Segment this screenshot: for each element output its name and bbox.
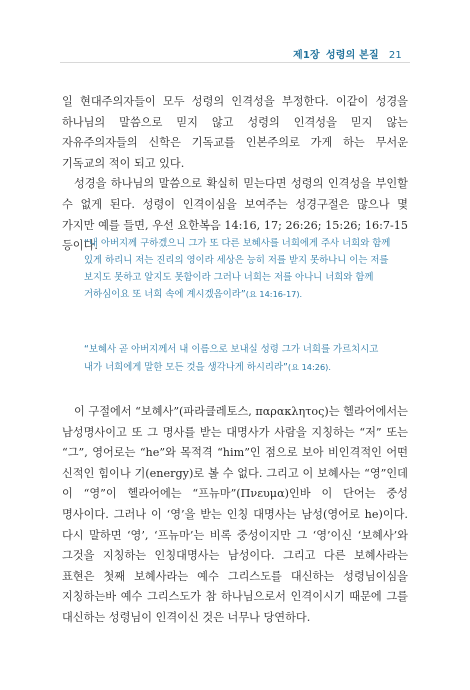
quote-1-text: “내 아버지께 구하겠으니 그가 또 다른 보혜사를 너희에게 주사 너희와 함께 있게 하리니 저는 진리의 영이라 세상은 능히 저를 받지 못하나니 이는 저를 보지도 못하고 알지도 못함이라 그러나 너희는 저를 아나니 너희와 함께 거하심이요 또 너희 속에 계시겠음이라” <box>84 238 391 301</box>
page-number: 21 <box>388 50 402 61</box>
body-text-bottom <box>62 402 408 629</box>
chapter-label: 제1장 <box>293 50 320 61</box>
paragraph-continuation: 일 현대주의자들이 모두 성령의 인격성을 부정한다. 이같이 성경을 하나님의 말씀으로 믿지 않고 성령의 인격성을 믿지 않는 자유주의자들의 신학은 기독교를 인본주의로 가게 하는 무서운 기독교의 적이 되고 있다. <box>62 95 408 170</box>
quote-2-reference: (요 14:26). <box>287 361 331 372</box>
scripture-quote-2 <box>84 342 398 377</box>
body-text-top <box>62 92 408 257</box>
scripture-quote-1 <box>84 236 398 304</box>
paragraph-scripture-intro: 성경을 하나님의 말씀으로 확실히 믿는다면 성령의 인격성을 부인할 수 없게 된다. 성령이 인격이심을 보여주는 성경구절은 많으나 몇 가지만 예를 들면, 우선 요한복음 14:16, 17; 26:26; 15:26; 16:7-15 등이다. <box>62 177 408 253</box>
quote-1-reference: (요 14:16-17). <box>245 289 303 300</box>
running-head <box>293 46 402 61</box>
header-divider <box>60 62 410 63</box>
chapter-title: 성령의 본질 <box>325 50 379 61</box>
paragraph-parakletos: 이 구절에서 “보혜사”(파라클레토스, παρακλητος)는 헬라어에서는 남성명사이고 또 그 명사를 받는 대명사가 사람을 지칭하는 “저” 또는 “그”, 영어로는 “he”와 목적격 “him”인 점으로 보아 비인격적인 어떤 신적인 힘이나 기(energy)로 볼 수 없다. 그리고 이 보혜사는 “영”인데 이 “영”이 헬라어에는 “프뉴마”(Πνευμα)인바 이 단어는 중성 명사이다. 그러나 이 ‘영’을 받는 인칭 대명사는 남성(영어로 he)이다. 다시 말하면 ‘영’, ‘프뉴마’는 비록 중성이지만 그 ‘영’이신 ‘보혜사’와 그것을 지칭하는 인칭대명사는 남성이다. 그리고 다른 보혜사라는 표현은 첫째 보혜사라는 예수 그리스도를 대신하는 성령님이심을 지칭하는바 예수 그리스도가 참 하나님으로서 인격이시기 때문에 그를 대신하는 성령님이 인격이신 것은 너무나 당연하다. <box>62 405 408 624</box>
quote-2-text: “보혜사 곧 아버지께서 내 이름으로 보내실 성령 그가 너희를 가르치시고 내가 너희에게 말한 모든 것을 생각나게 하시리라” <box>84 344 379 373</box>
